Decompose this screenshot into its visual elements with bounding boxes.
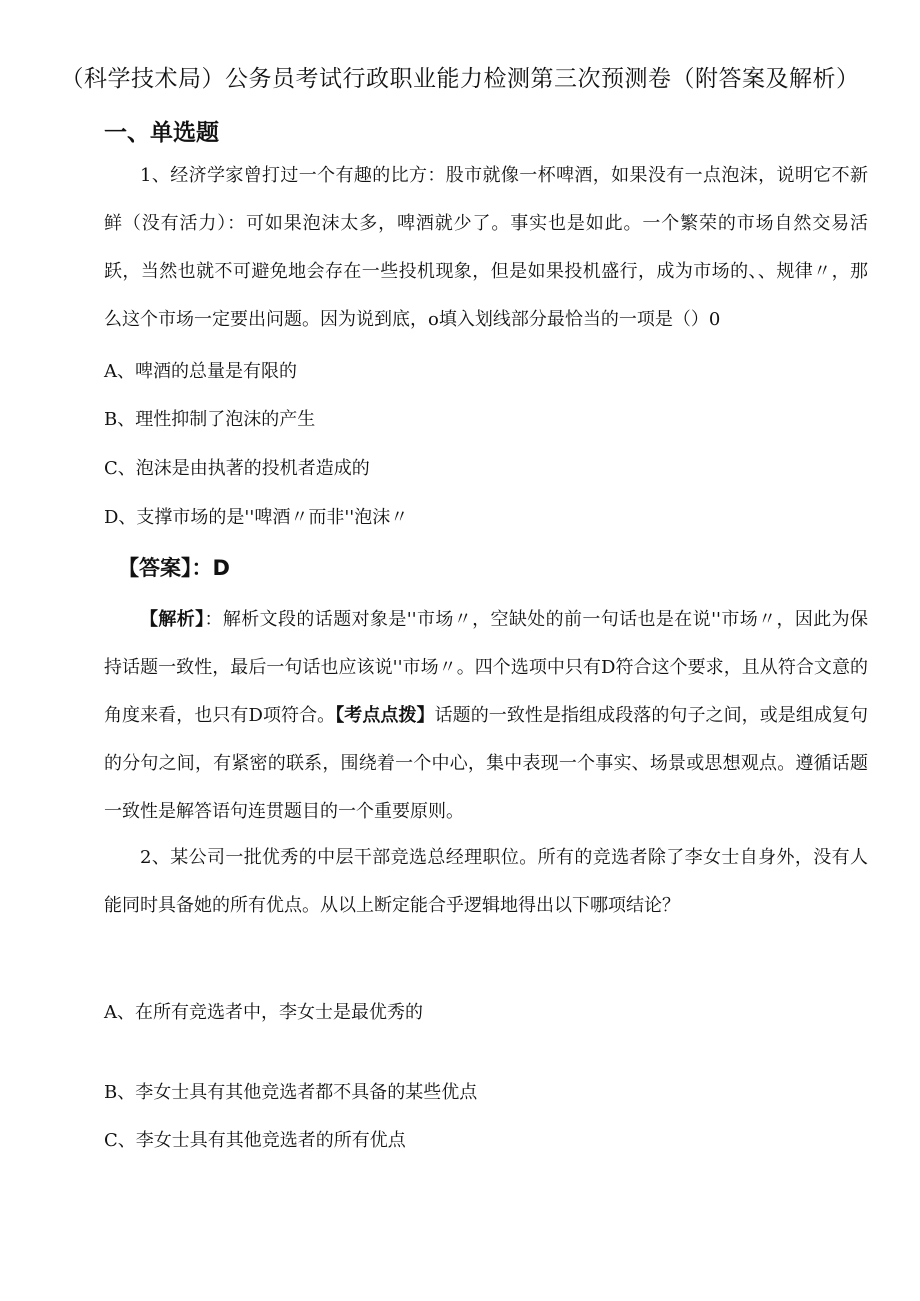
question-2-option-c: C、李女士具有其他竞选者的所有优点 [104,1130,406,1151]
question-1-answer: 【答案】：D [118,556,230,580]
analysis-text: ：解析文段的话题对象是''市场〃，空缺处的前一句话也是在说''市场〃，因此为保持话题一致性，最后一句话也应该说''市场〃。四个选项中只有D符合这个要求，且从符合文意的角度来看，也只有D项符合。 [104,609,869,726]
question-1-analysis [104,596,868,836]
tip-tag: 【考点点拨】 [335,705,435,726]
question-1-stem: 1、经济学家曾打过一个有趣的比方：股市就像一杯啤酒，如果没有一点泡沫，说明它不新鲜（没有活力）：可如果泡沫太多，啤酒就少了。事实也是如此。一个繁荣的市场自然交易活跃，当然也就不可避免地会存在一些投机现象，但是如果投机盛行，成为市场的、、规律〃，那么这个市场一定要出问题。因为说到底，o填入划线部分最恰当的一项是（）0 [104,165,868,330]
tip-text: 话题的一致性是指组成段落的句子之间，或是组成复句的分句之间，有紧密的联系，围绕着一个中心，集中表现一个事实、场景或思想观点。遵循话题一致性是解答语句连贯题目的一个重要原则。 [104,705,869,822]
section-title: 一、单选题 [104,120,219,146]
question-1-option-d: D、支撑市场的是''啤酒〃而非''泡沫〃 [104,507,409,528]
question-1-option-c: C、泡沫是由执著的投机者造成的 [104,458,370,479]
question-2-stem: 2、某公司一批优秀的中层干部竞选总经理职位。所有的竞选者除了李女士自身外，没有人能同时具备她的所有优点。从以上断定能合乎逻辑地得出以下哪项结论？ [104,847,868,916]
analysis-tag: 【解析】 [140,609,205,630]
question-1-option-b: B、理性抑制了泡沫的产生 [104,409,316,430]
question-2-option-b: B、李女士具有其他竞选者都不具备的某些优点 [104,1082,478,1103]
question-1-option-a: A、啤酒的总量是有限的 [104,361,297,382]
document-title: （科学技术局）公务员考试行政职业能力检测第三次预测卷（附答案及解析） [60,66,860,92]
question-2-option-a: A、在所有竞选者中，李女士是最优秀的 [104,1002,423,1023]
